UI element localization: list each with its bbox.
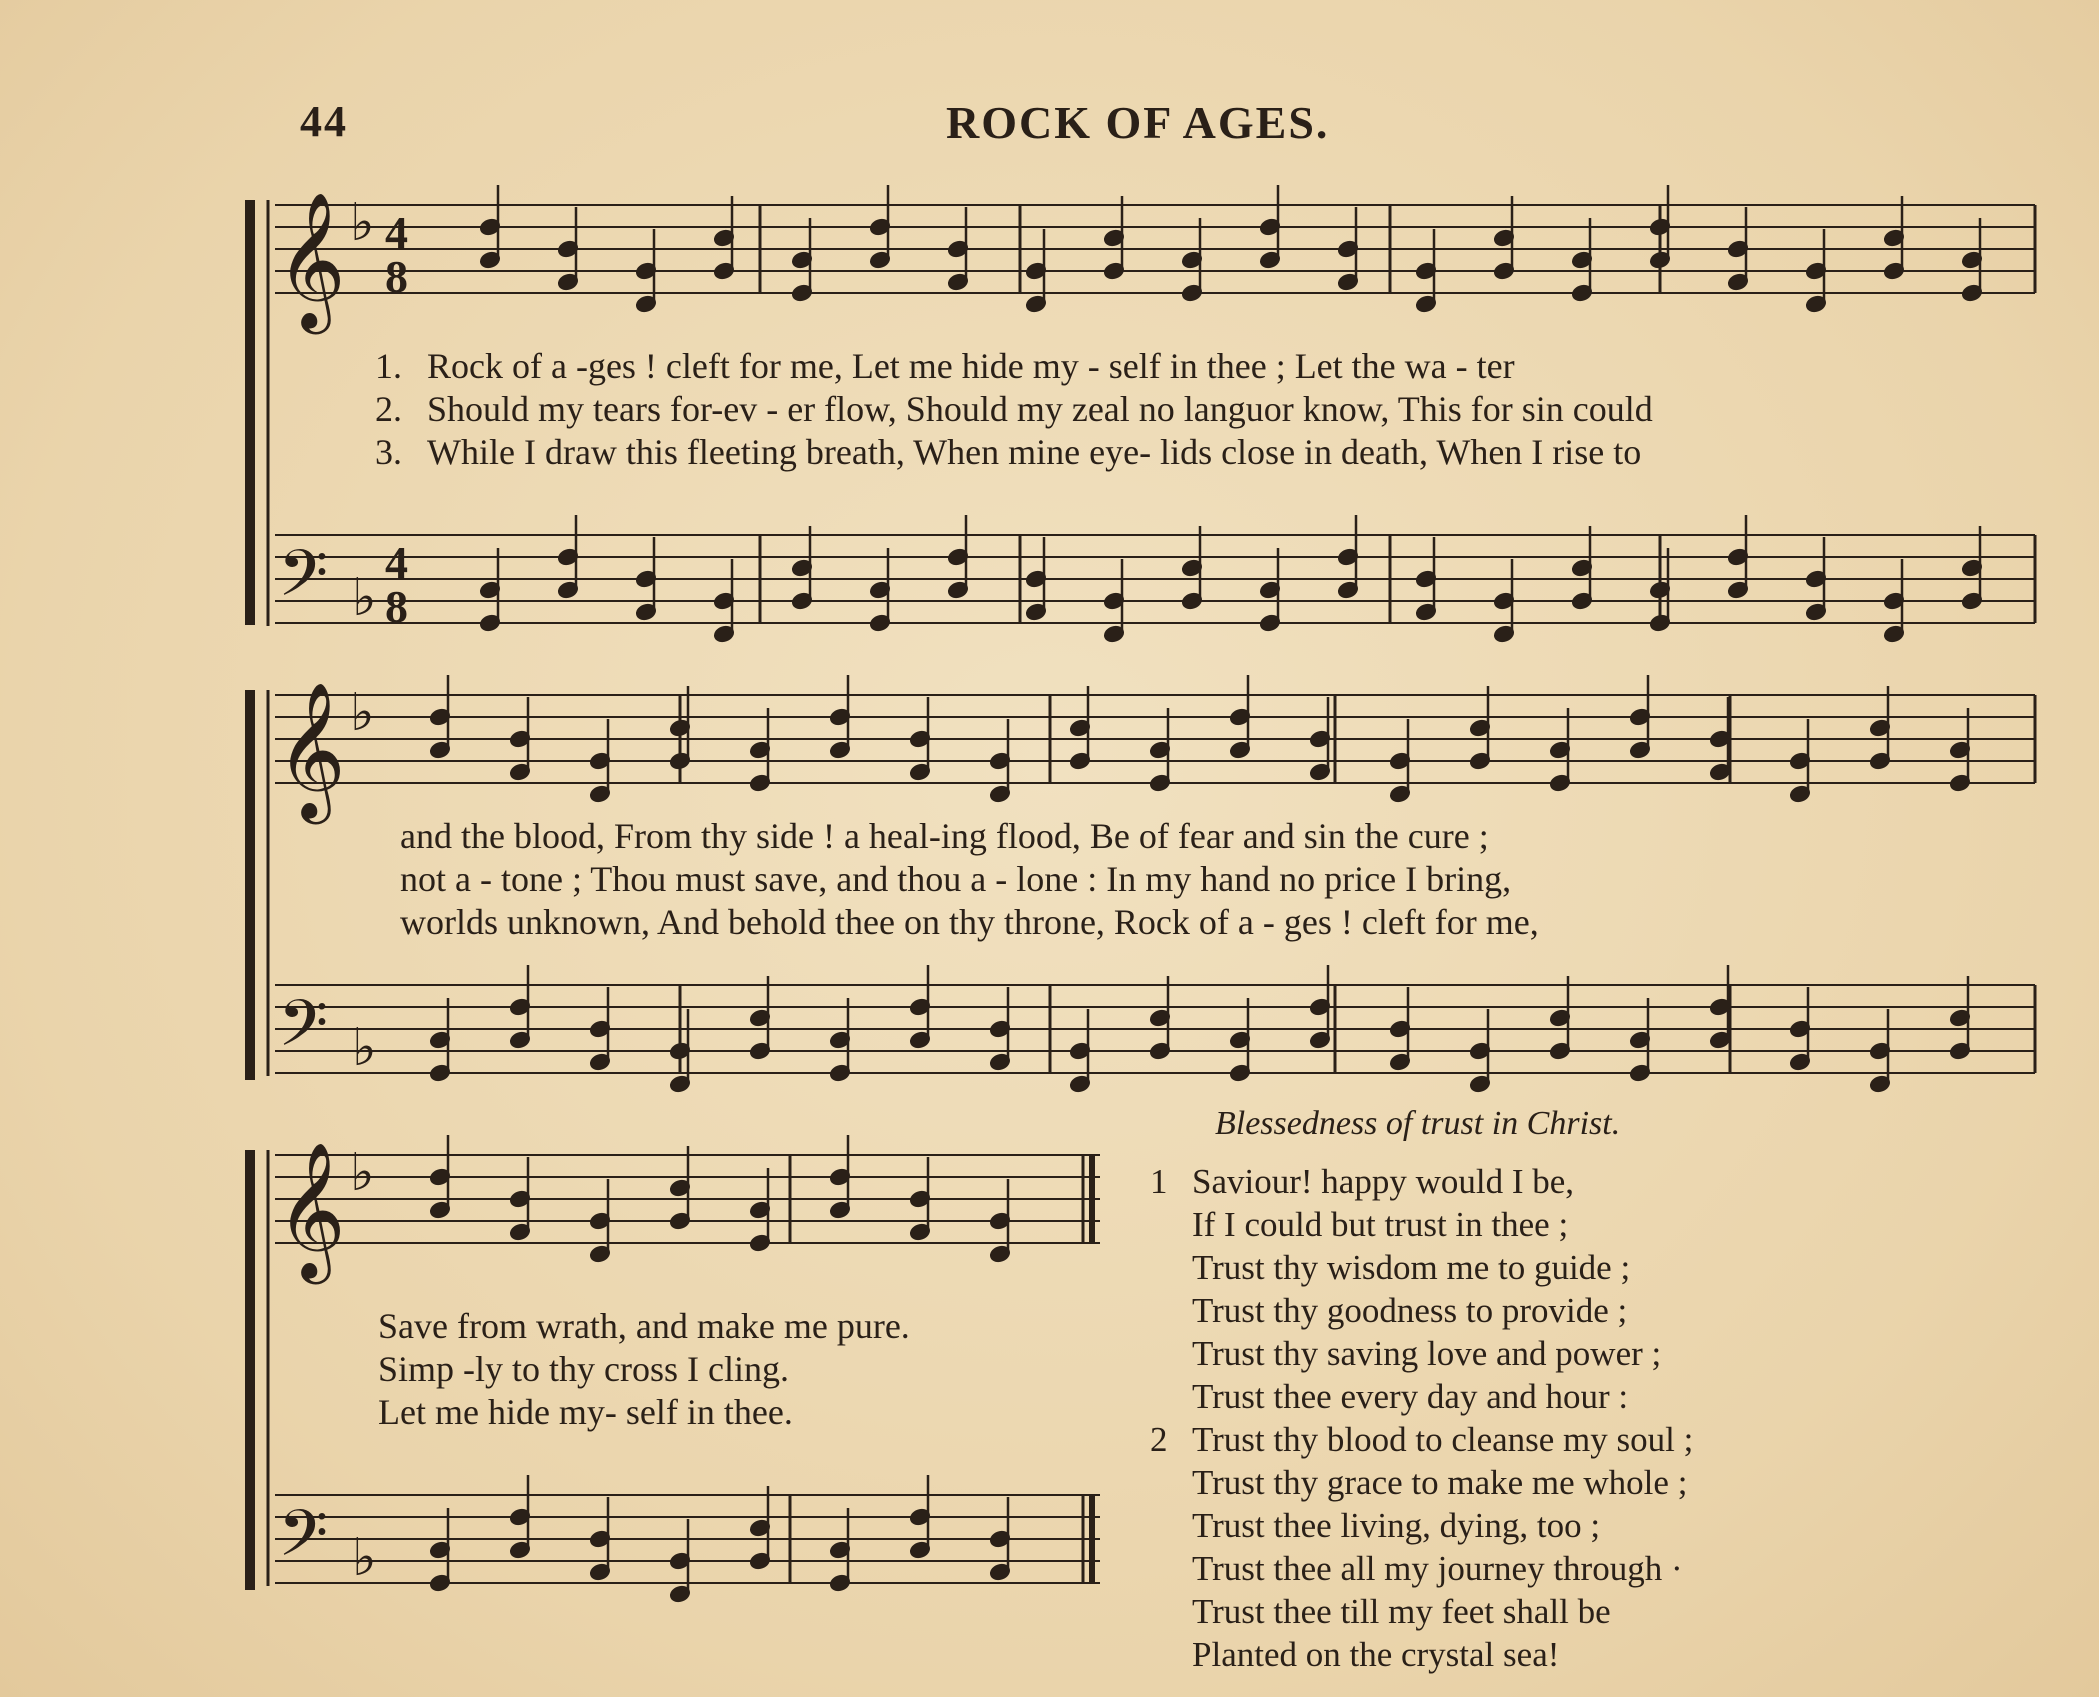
treble-staff	[275, 205, 2035, 293]
poem-line: Trust thee till my feet shall be	[1192, 1592, 1611, 1631]
lyric-line-verse-3: Let me hide my- self in thee.	[378, 1392, 793, 1432]
flat-icon: ♭	[350, 195, 375, 252]
bass-staff	[275, 535, 2035, 623]
music-system-1	[240, 160, 2040, 630]
lyric-line-verse-3: 3. While I draw this fleeting breath, When mine eye- lids close in death, When I rise to	[375, 432, 1642, 472]
lyrics-block-3	[378, 1305, 910, 1434]
flat-icon: ♭	[350, 1145, 375, 1202]
poem-heading: Blessedness of trust in Christ.	[1215, 1105, 1621, 1142]
system-bracket	[245, 1150, 255, 1590]
page-number: 44	[300, 97, 348, 146]
lyric-line-verse-2: 2. Should my tears for-ev - er flow, Should my zeal no languor know, This for sin could	[375, 389, 1653, 429]
music-system-3	[240, 1110, 1120, 1610]
poem-line: Trust thee living, dying, too ;	[1192, 1506, 1601, 1545]
poem-line: Trust thee every day and hour :	[1192, 1377, 1629, 1416]
lyric-line-verse-2: not a - tone ; Thou must save, and thou a - lone : In my hand no price I bring,	[400, 859, 1512, 899]
time-signature-bottom: 8	[385, 581, 408, 632]
poem-line: Trust thy goodness to provide ;	[1192, 1291, 1628, 1330]
poem-line: 2 Trust thy blood to cleanse my soul ;	[1150, 1420, 1694, 1459]
time-signature-top: 4	[385, 537, 408, 588]
bass-clef-icon: 𝄢	[278, 988, 329, 1075]
flat-icon: ♭	[350, 685, 375, 742]
poem-line: If I could but trust in thee ;	[1192, 1205, 1569, 1244]
poem-text	[1150, 1160, 1693, 1676]
treble-staff	[275, 695, 2035, 783]
lyrics-block-2	[400, 815, 1539, 944]
flat-icon: ♭	[352, 570, 377, 627]
flat-icon: ♭	[352, 1020, 377, 1077]
lyric-line-verse-1: Save from wrath, and make me pure.	[378, 1306, 910, 1346]
poem-line: Trust thy saving love and power ;	[1192, 1334, 1662, 1373]
lyric-line-verse-3: worlds unknown, And behold thee on thy throne, Rock of a - ges ! cleft for me,	[400, 902, 1539, 942]
poem-line: Planted on the crystal sea!	[1192, 1635, 1560, 1674]
poem-line: Trust thee all my journey through ·	[1192, 1549, 1683, 1588]
lyrics-block-1	[375, 345, 1653, 474]
lyric-line-verse-2: Simp -ly to thy cross I cling.	[378, 1349, 789, 1389]
system-bracket	[245, 690, 255, 1080]
bass-clef-icon: 𝄢	[278, 1498, 329, 1585]
poem-line: Trust thy grace to make me whole ;	[1192, 1463, 1688, 1502]
poem-line: 1 Saviour! happy would I be,	[1150, 1162, 1575, 1201]
time-signature-top: 4	[385, 207, 408, 258]
lyric-line-verse-1: 1. Rock of a -ges ! cleft for me, Let me hide my - self in thee ; Let the wa - ter	[375, 346, 1515, 386]
bass-staff	[275, 985, 2035, 1073]
treble-clef-icon: 𝄞	[276, 1145, 346, 1276]
flat-icon: ♭	[352, 1530, 377, 1587]
lyric-line-verse-1: and the blood, From thy side ! a heal-ing flood, Be of fear and sin the cure ;	[400, 816, 1489, 856]
time-signature-bottom: 8	[385, 251, 408, 302]
page-title: ROCK OF AGES.	[946, 97, 1330, 148]
bass-clef-icon: 𝄢	[278, 538, 329, 625]
treble-clef-icon: 𝄞	[276, 685, 346, 816]
treble-clef-icon: 𝄞	[276, 195, 346, 326]
system-bracket	[245, 200, 255, 625]
poem-line: Trust thy wisdom me to guide ;	[1192, 1248, 1631, 1287]
music-system-2	[240, 640, 2040, 1110]
